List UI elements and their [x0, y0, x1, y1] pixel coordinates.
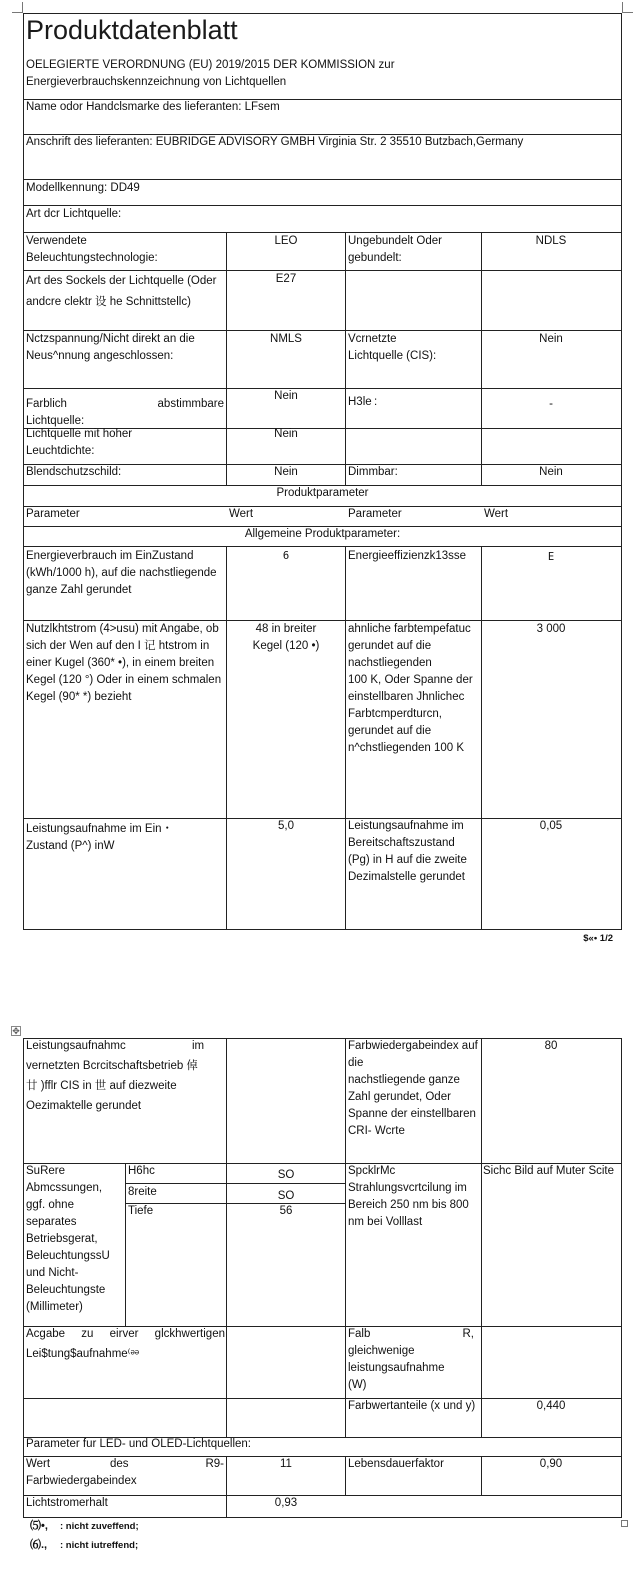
on-mode-power-value: 5,0: [278, 820, 294, 832]
cis-label: Vcrnetzte Lichtquelle (CIS):: [348, 333, 437, 362]
luminous-flux-value: 48 in breiter Kegel (120 •): [252, 623, 320, 652]
width-label: 8reite: [128, 1186, 157, 1198]
dimmable-value: Nein: [539, 466, 563, 478]
height-label: H6hc: [128, 1165, 155, 1177]
survival-factor-label: Lebensdauerfaktor: [348, 1458, 444, 1470]
general-params-header: Allgemeine Produktparameter:: [244, 528, 401, 540]
product-params-header: Produktparameter: [276, 487, 369, 499]
networked-standby-label-1: Leistungsaufnahmc: [26, 1040, 126, 1052]
end-of-cell-mark: [621, 1520, 628, 1527]
h3le-label: H3le :: [348, 396, 378, 408]
page-number: $«• 1/2: [583, 933, 613, 944]
table-move-handle[interactable]: ✥: [12, 1026, 20, 1036]
h3le-value: -: [549, 398, 553, 410]
mains-label: Nctzspannung/Nicht direkt an die Neus^nnung angeschlossen:: [26, 333, 195, 362]
efficiency-class-label: Energieeffizienzk13sse: [348, 550, 467, 562]
survival-factor-value: 0,90: [539, 1458, 563, 1470]
standby-power-value: 0,05: [539, 820, 563, 832]
light-source-type: Art dcr Lichtquelle:: [26, 208, 122, 220]
faib-label-1: Falb: [348, 1328, 371, 1340]
col-header-parameter: Parameter: [26, 508, 80, 520]
chromaticity-value: 0,440: [536, 1400, 566, 1412]
networked-standby-label-3: vernetzten Bcrcitschaftsbetrieb 倬: [26, 1060, 198, 1072]
dimmable-label: Dimmbar:: [348, 466, 398, 478]
networked-standby-label-5: Oezimaktelle gerundet: [26, 1100, 142, 1112]
color-tunable-value: Nein: [274, 390, 298, 402]
standby-power-label: Leistungsaufnahme im Bereitschaftszustand (Pg) in H auf die zweite Dezimalstelle gerundet: [348, 820, 467, 883]
page-title: Produktdatenblatt: [26, 15, 238, 45]
on-mode-power-label: Leistungsaufnahme im Ein・ Zustand (P^) inW: [26, 823, 174, 852]
networked-standby-label-4: 廿 )fflr CIS in 世 auf diezweite: [26, 1080, 177, 1092]
technology-label: Verwendete Beleuchtungstechnologie:: [26, 235, 158, 264]
r9-label-3: R9-: [205, 1458, 224, 1470]
bundled-value: NDLS: [535, 235, 567, 247]
cri-value: 80: [544, 1040, 558, 1052]
chromaticity-label: Farbwertanteile (x und y): [348, 1400, 476, 1412]
faib-label-2: R,: [462, 1328, 474, 1340]
glare-shield-label: Blendschutzschild:: [26, 466, 122, 478]
cct-label: ahnliche farbtempefatuc gerundet auf die nachstliegenden 100 K, Oder Spanne der einstellbaren Jhnlichec Farbtcmperdturcn, gerundet auf die n^chstliegenden 100 K: [348, 623, 473, 754]
lumen-maintenance-value: 0,93: [274, 1497, 298, 1509]
footnote-1-mark: ⑸•,: [30, 1520, 48, 1532]
r9-value: 11: [280, 1458, 292, 1470]
socket-value: E27: [275, 273, 297, 285]
socket-label: Art des Sockels der Lichtquelle (Oder andcre clektr 设 he Schnittstellc): [26, 275, 217, 308]
crop-mark: [622, 2, 633, 13]
spectral-distribution-value: Sichc Bild auf Muter Scite: [483, 1165, 615, 1177]
supplier-name: Name odor Handclsmarke des lieferanten: LFsem: [26, 101, 280, 113]
supplier-address: Anschrift des lieferanten: EUBRIDGE ADVISORY GMBH Virginia Str. 2 35510 Butzbach,Germany: [26, 136, 524, 148]
footnote-2-mark: ⑹.,: [30, 1539, 48, 1551]
dimensions-label: SuRere Abmcssungen, ggf. ohne separates Betriebsgerat, BeleuchtungssU und Nicht- Beleuchtungste (Millimeter): [26, 1165, 110, 1313]
cri-label: Farbwiedergabeindex auf die nachstliegende ganze Zahl gerundet, Oder Spanne der einstellbaren CRI- Wcrte: [348, 1040, 478, 1137]
cct-value: 3 000: [536, 623, 566, 635]
color-tunable-label-3: Lichtquelle:: [26, 415, 85, 427]
energy-consumption-label: Energieverbrauch im EinZustand (kWh/1000 h), auf die nachstliegende ganze Zahl gerundet: [26, 550, 217, 596]
cis-value: Nein: [539, 333, 563, 345]
color-tunable-label-2: abstimmbare: [157, 398, 224, 410]
crop-mark: [12, 2, 23, 13]
high-luminance-label: Lichtquelle mit hoher Leuchtdichte:: [26, 428, 133, 457]
equivalent-power-label-2: Lei$tung$aufnahme⁽ᵊᵊ: [26, 1348, 140, 1360]
r9-label-2: des: [110, 1458, 129, 1470]
height-value: SO: [277, 1169, 295, 1181]
bundled-label: Ungebundelt Oder gebundelt:: [348, 235, 442, 264]
footnote-1-text: : nicht zuveffend;: [60, 1521, 139, 1532]
luminous-flux-label: Nutzlkhtstrom (4>usu) mit Angabe, ob sich der Wen auf den I 记 htstrom in einer Kugel (360* •), in einem breiten Kegel (120 °) Oder in einem schmalen Kegel (90* *) bezieht: [26, 623, 222, 703]
led-params-header: Parameter fur LED- und OLED-Lichtquellen:: [26, 1438, 251, 1450]
depth-label: Tiefe: [128, 1205, 154, 1217]
regulation-text: OELEGIERTE VERORDNUNG (EU) 2019/2015 DER KOMMISSION zur Energieverbrauchskennzeichnung von Lichtquellen: [26, 59, 395, 88]
high-luminance-value: Nein: [274, 428, 298, 440]
equivalent-power-label-1: Acgabe zu eirver glckhwertigen: [26, 1328, 225, 1340]
lumen-maintenance-label: Lichtstromerhalt: [26, 1497, 108, 1509]
glare-shield-value: Nein: [274, 466, 298, 478]
spectral-distribution-label: SpcklrMc Strahlungsvcrtcilung im Bereich 250 nm bis 800 nm bei Volllast: [348, 1165, 469, 1228]
color-tunable-label-1: Farblich: [26, 398, 67, 410]
model-identifier: Modellkennung: DD49: [26, 182, 140, 194]
networked-standby-label-2: im: [192, 1040, 205, 1052]
efficiency-class-value: E: [547, 551, 555, 563]
energy-consumption-value: 6: [282, 550, 290, 562]
r9-label-1: Wert: [26, 1458, 51, 1470]
mains-value: NMLS: [270, 333, 302, 345]
col-header-parameter-2: Parameter: [348, 508, 402, 520]
r9-label-4: Farbwiedergabeindex: [26, 1475, 137, 1487]
footnote-2-text: : nicht iutreffend;: [60, 1540, 139, 1551]
technology-value: LEO: [274, 235, 298, 247]
faib-label-3: gleichwenige leistungsaufnahme (W): [348, 1345, 445, 1391]
width-value: SO: [277, 1190, 295, 1202]
col-header-value-2: Wert: [484, 508, 509, 520]
depth-value: 56: [279, 1205, 293, 1217]
col-header-value: Wert: [229, 508, 254, 520]
